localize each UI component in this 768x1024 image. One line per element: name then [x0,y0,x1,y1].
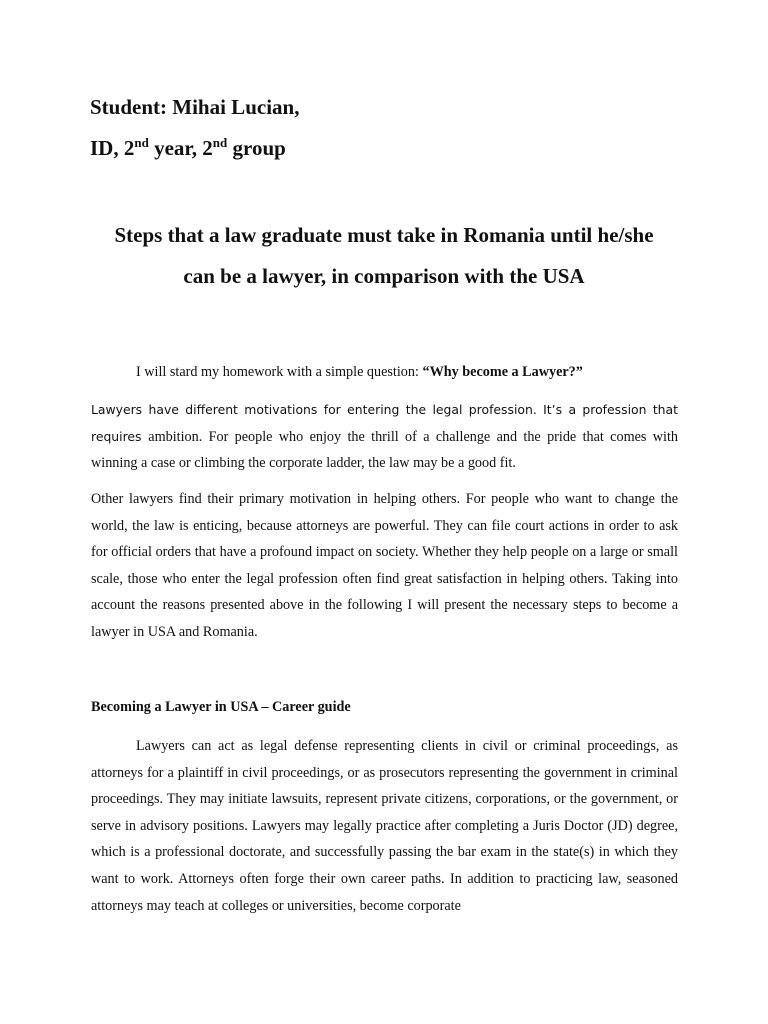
intro-question [136,364,583,381]
paragraph-motivations-rest: ambition. For people who enjoy the thrill of a challenge and the pride that comes with winning a case or climbing the corporate ladder, the law may be a good fit. [91,428,678,472]
paragraph-lawyer-roles: Lawyers can act as legal defense representing clients in civil or criminal proceedings, as attorneys for a plaintiff in civil proceedings, or as prosecutors representing the government in criminal proceedings. They may initiate lawsuits, represent private citizens, corporations, or the government, or serve in advisory positions. Lawyers may legally practice after completing a Juris Doctor (JD) degree, which is a professional doctorate, and successfully passing the bar exam in the state(s) in which they want to work. Attorneys often forge their own career paths. In addition to practicing law, seasoned attorneys may teach at colleges or universities, become corporate [91,738,678,914]
document-title-line-2: can be a lawyer, in comparison with the USA [183,264,585,288]
paragraph-helping-others: Other lawyers find their primary motivation in helping others. For people who want to change the world, the law is enticing, because attorneys are powerful. They can file court actions in order to ask for official orders that have a profound impact on society. Whether they help people on a large or small scale, those who enter the legal profession often find great satisfaction in helping others. Taking into account the reasons presented above in the following I will present the necessary steps to become a lawyer in USA and Romania. [91,491,678,640]
section-heading: Becoming a Lawyer in USA – Career guide [91,699,351,715]
year-mid: year, 2 [148,136,213,160]
ordinal-suffix-year: nd [134,135,149,150]
student-id-line [90,135,286,161]
document-title-line-1: Steps that a law graduate must take in Romania until he/she [114,223,654,247]
intro-text: I will stard my homework with a simple question: [136,364,423,380]
paragraph-motivations-lead: Lawyers have different motivations for entering the legal profession. It’s a profession that requires [91,402,678,444]
student-name [90,95,299,120]
id-prefix: ID, 2 [90,136,135,160]
ordinal-suffix-group: nd [212,135,228,150]
student-label: Student: Mihai Lucian, [90,95,300,119]
paragraph-motivations [91,397,678,477]
intro-question-bold: “Why become a Lawyer?” [422,364,583,380]
group-suffix: group [227,136,286,160]
